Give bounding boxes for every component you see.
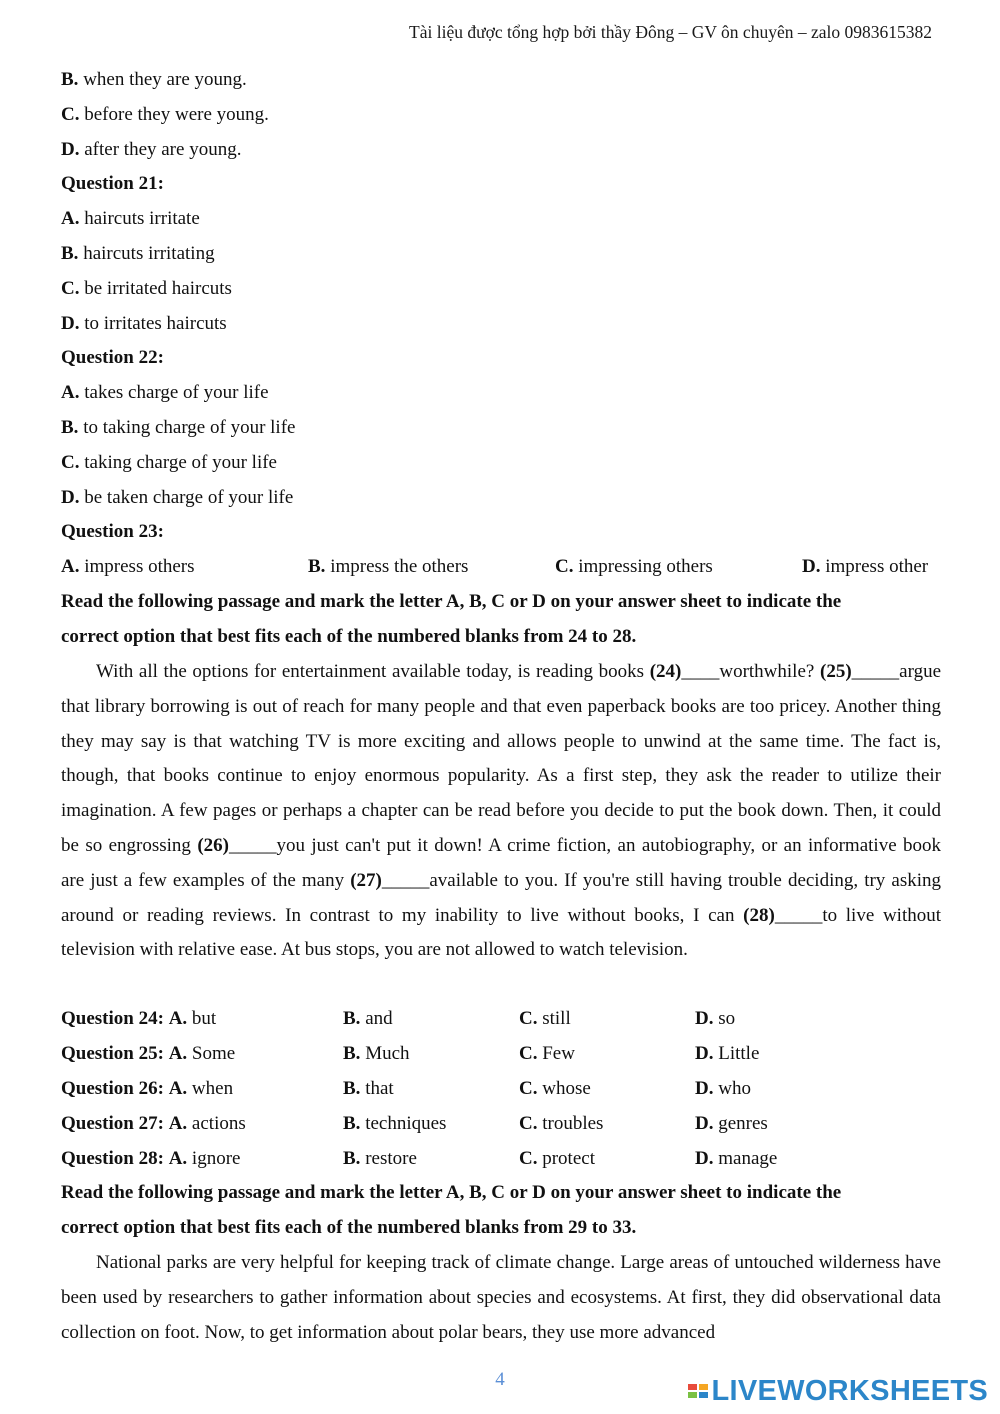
q25-row: Question 25: A. Some B. Much C. Few D. Little xyxy=(61,1043,760,1064)
blank-25[interactable]: _____ xyxy=(851,661,900,682)
blank-24[interactable]: ____ xyxy=(681,661,720,682)
logo-square-green xyxy=(688,1392,697,1398)
passage-29-33: National parks are very helpful for keeping track of climate change. Large areas of untouched wilderness have been used by researchers to gather information about species and ecosystems. At first, they did observational data collection on foot. Now, to get information about polar bears, they use more advanced xyxy=(61,1252,941,1343)
instruction-24-28-line1: Read the following passage and mark the letter A, B, C or D on your answer sheet to indicate the xyxy=(61,591,842,612)
q21-title: Question 21: xyxy=(61,173,164,194)
q23-option-c: C. impressing others xyxy=(555,556,713,577)
instruction-29-33-line1: Read the following passage and mark the letter A, B, C or D on your answer sheet to indicate the xyxy=(61,1182,842,1203)
q22-option-b: B. to taking charge of your life xyxy=(61,417,296,438)
q22-option-c: C. taking charge of your life xyxy=(61,452,277,473)
q27-row: Question 27: A. actions B. techniques C. troubles D. genres xyxy=(61,1113,768,1134)
blank-27[interactable]: _____ xyxy=(381,869,430,891)
q23-option-a: A. impress others xyxy=(61,556,195,577)
page-number: 4 xyxy=(495,1369,505,1390)
blank-24-label: (24) xyxy=(649,661,682,682)
q21-option-d: D. to irritates haircuts xyxy=(61,313,227,334)
blank-26-label: (26) xyxy=(197,834,229,856)
q21-option-a: A. haircuts irritate xyxy=(61,208,200,229)
liveworksheets-logo-icon xyxy=(688,1384,708,1398)
q21-option-b: B. haircuts irritating xyxy=(61,243,215,264)
q23-option-d: D. impress other xyxy=(802,556,929,577)
logo-square-orange xyxy=(699,1384,708,1390)
liveworksheets-logo-text: LIVEWORKSHEETS xyxy=(711,1374,988,1407)
liveworksheets-logo[interactable] xyxy=(688,1376,989,1406)
q23-option-b: B. impress the others xyxy=(308,556,469,577)
logo-square-red xyxy=(688,1384,697,1390)
q20-option-b: B. when they are young. xyxy=(61,69,247,90)
q23-title: Question 23: xyxy=(61,521,164,542)
passage-24-28: With all the options for entertainment available today, is reading books (24)____worthwhile? (25)_____argue that library borrowing is out of reach for many people and that even paperback books are too pricey. Another thing they may say is that watching TV is more exciting and allows people to unwind at the same time. The fact is, though, that books continue to enjoy enormous popularity. As a first step, they ask the reader to utilize their imagination. A few pages or perhaps a chapter can be read before you decide to put the book down. Then, it could be so engrossing (26)_____you just can't put it down! A crime fiction, an autobiography, or an informative book are just a few examples of the many (27)_____available to you. If you're still having trouble deciding, try asking around or reading reviews. In contrast to my inability to live without books, I can (28)_____to live without television with relative ease. At bus stops, you are not allowed to watch television. xyxy=(61,661,942,961)
logo-square-blue xyxy=(699,1392,708,1398)
q28-row: Question 28: A. ignore B. restore C. protect D. manage xyxy=(61,1148,778,1169)
q23-options-row xyxy=(61,555,941,579)
q22-title: Question 22: xyxy=(61,347,164,368)
blank-26[interactable]: _____ xyxy=(228,834,277,856)
page-header: Tài liệu được tổng hợp bởi thầy Đông – GV ôn chuyên – zalo 0983615382 xyxy=(409,22,932,42)
q21-option-c: C. be irritated haircuts xyxy=(61,278,232,299)
q20-option-d: D. after they are young. xyxy=(61,139,242,160)
blank-27-label: (27) xyxy=(350,869,382,891)
q22-option-a: A. takes charge of your life xyxy=(61,382,269,403)
q20-option-c: C. before they were young. xyxy=(61,104,269,125)
q24-row: Question 24: A. but B. and C. still D. so xyxy=(61,1008,736,1029)
blank-25-label: (25) xyxy=(820,661,852,682)
blank-28[interactable]: _____ xyxy=(774,904,823,926)
q26-row: Question 26: A. when B. that C. whose D. who xyxy=(61,1078,751,1099)
instruction-24-28-line2: correct option that best fits each of the numbered blanks from 24 to 28. xyxy=(61,626,637,647)
instruction-29-33-line2: correct option that best fits each of the numbered blanks from 29 to 33. xyxy=(61,1217,637,1238)
q22-option-d: D. be taken charge of your life xyxy=(61,487,294,508)
blank-28-label: (28) xyxy=(743,904,775,926)
